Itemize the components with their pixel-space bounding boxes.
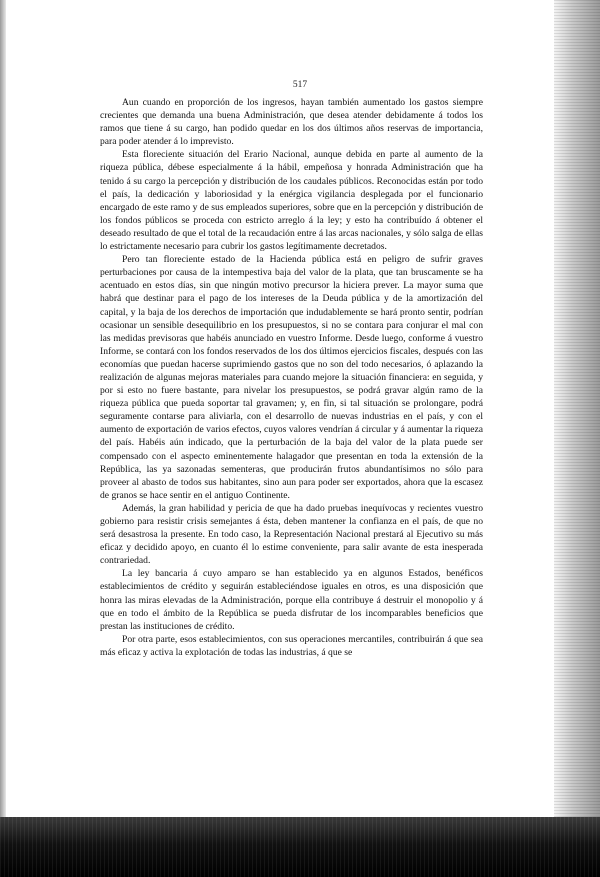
body-text [100,96,483,659]
paragraph: Pero tan floreciente estado de la Hacienda pública está en peligro de sufrir graves perturbaciones por causa de la intempestiva baja del valor de la plata, que tan bruscamente se ha acentuado en estos días, sin que ningún motivo precursor la hiciera prever. La mayor suma que habrá que destinar para el pago de los intereses de la Deuda pública y de la amortización del capital, y la baja de los derechos de importación que indudablemente se hará pronto sentir, podrían ocasionar un sensible desequilibrio en los presupuestos, si no se contara para conjurar el mal con las medidas previsoras que habéis anunciado en vuestro Informe. Desde luego, conforme á vuestro Informe, se contará con los fondos reservados de los dos últimos ejercicios fiscales, después con las economías que puedan hacerse suprimiendo gastos que no son del todo necesarios, ó aplazando la realización de algunas mejoras materiales para cuando mejore la situación financiera: en seguida, y por si esto no fuere bastante, para nivelar los presupuestos, se podrá gravar algún ramo de la riqueza pública que pueda soportar tal gravamen; y, en fin, si tal situación se prolongare, podrá seguramente contarse para aliviarla, con el desarrollo de nuevas industrias en el país, y con el aumento de exportación de varios efectos, cuyos valores vendrían á circular y á aumentar la riqueza del país. Habéis aún indicado, que la perturbación de la baja del valor de la plata puede ser compensado con el aspecto eminentemente halagador que presentan en toda la extensión de la República, las ya sazonadas sementeras, que producirán frutos abundantísimos no sólo para proveer al abasto de todos sus habitantes, sino aun para poder ser exportados, ahora que la escasez de granos se hace sentir en el antiguo Continente. [100,254,483,501]
scan-shadow-bottom [0,817,600,877]
scan-shadow-right [554,0,600,877]
scan-shadow-left [0,0,6,877]
page-number: 517 [292,80,308,90]
paragraph: Por otra parte, esos establecimientos, con sus operaciones mercantiles, contribuirán á que sea más eficaz y activa la explotación de todas las industrias, á que se [100,633,483,658]
paragraph: La ley bancaria á cuyo amparo se han establecido ya en algunos Estados, benéficos establecimientos de crédito y seguirán estableciéndose iguales en otros, es una disposición que honra las miras elevadas de la Administración, porque ella contribuye á destruir el monopolio y á que en todo el ámbito de la República se pueda disfrutar de los incomparables beneficios que prestan las instituciones de crédito. [100,568,483,632]
paragraph: Aun cuando en proporción de los ingresos, hayan también aumentado los gastos siempre crecientes que demanda una buena Administración, que desea atender debidamente á todos los ramos que tiene á su cargo, han podido quedar en los dos últimos años reservas de importancia, para poder atender á lo imprevisto. [100,97,483,148]
paragraph: Además, la gran habilidad y pericia de que ha dado pruebas inequívocas y recientes vuestro gobierno para resistir crisis semejantes á ésta, deben mantener la confianza en el país, de que no será desastrosa la presente. En todo caso, la Representación Nacional prestará al Ejecutivo su más eficaz y decidido apoyo, en cuanto él lo estime conveniente, para salir avante de esta inesperada contrariedad. [100,502,483,567]
paragraph: Esta floreciente situación del Erario Nacional, aunque debida en parte al aumento de la riqueza pública, débese especialmente á la hábil, empeñosa y honrada Administración que ha tenido á su cargo la percepción y distribución de los caudales públicos. Reconocidas están por todo el país, la dedicación y laboriosidad y la enérgica vigilancia desplegada por el funcionario encargado de este ramo y de sus empleados superiores, sobre que en la percepción y distribución de los fondos públicos se proceda con estricto arreglo á la ley; y esto ha contribuído á obtener el deseado resultado de que el total de la recaudación entre á las arcas nacionales, y sólo salga de ellas lo estrictamente necesario para cubrir los gastos legítimamente decretados. [100,149,483,253]
